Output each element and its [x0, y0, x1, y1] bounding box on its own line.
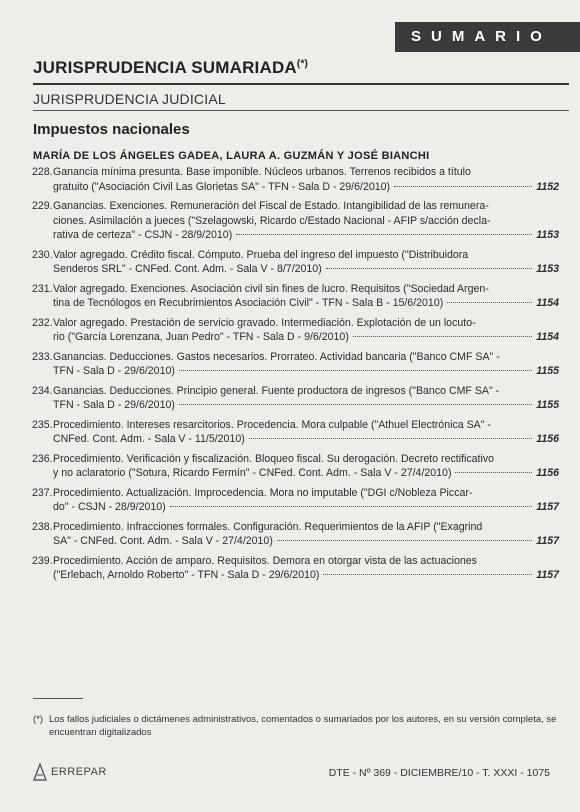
title-rule — [33, 83, 569, 85]
entry-last-line — [53, 330, 559, 345]
entry-page-number: 1157 — [536, 501, 559, 513]
entry-page-number: 1153 — [536, 229, 559, 241]
entry-last-line — [53, 364, 559, 379]
entry-text-line: Ganancia mínima presunta. Base imponible. Núcleos urbanos. Terrenos recibidos a título — [53, 166, 471, 178]
entry-last-line — [53, 534, 559, 549]
summary-entry — [33, 554, 559, 583]
summary-entry — [33, 452, 559, 481]
entry-text-line: Valor agregado. Prestación de servicio gravado. Intermediación. Explotación de un locuto- — [53, 316, 476, 329]
publisher-logo — [33, 763, 107, 781]
dot-leader — [447, 302, 532, 303]
dot-leader — [455, 472, 532, 473]
entry-citation: gratuito ("Asociación Civil Las Glorietas SA" - TFN - Sala D - 29/6/2010) — [53, 180, 391, 193]
entry-citation: TFN - Sala D - 29/6/2010) — [53, 365, 175, 377]
entry-text-line: ciones. Asimilación a jueces ("Szelagowski, Ricardo c/Estado Nacional - AFIP s/acción decla- — [53, 214, 491, 227]
entry-number: 228. — [32, 166, 53, 178]
summary-entry — [33, 316, 559, 345]
authors: MARÍA DE LOS ÁNGELES GADEA, LAURA A. GUZMÁN Y JOSÉ BIANCHI — [33, 150, 430, 162]
dot-leader — [236, 234, 532, 235]
summary-entry — [33, 418, 559, 447]
page-title-text: JURISPRUDENCIA SUMARIADA — [33, 58, 297, 77]
summary-entry — [33, 282, 559, 311]
subtitle: JURISPRUDENCIA JUDICIAL — [33, 91, 226, 107]
entry-page-number: 1153 — [536, 263, 559, 275]
entry-page-number: 1157 — [536, 535, 559, 547]
entry-page-number: 1157 — [536, 569, 559, 581]
errepar-logo-icon — [33, 763, 47, 781]
publisher-name: ERREPAR — [51, 766, 107, 778]
entry-citation: rio ("García Lorenzana, Juan Pedro" - TFN - Sala D - 9/6/2010) — [53, 331, 349, 343]
footnote-mark: (*) — [33, 714, 44, 725]
entry-text-line: Procedimiento. Verificación y fiscalización. Bloqueo fiscal. Su derogación. Decreto rectificativo — [53, 452, 495, 465]
entry-number: 234. — [32, 384, 53, 397]
entry-last-line — [53, 262, 559, 277]
entry-page-number: 1155 — [536, 365, 559, 377]
dot-leader — [249, 438, 532, 439]
entry-text-line: Ganancias. Deducciones. Gastos necesarios. Prorrateo. Actividad bancaria ("Banco CMF SA" - — [53, 350, 500, 363]
section-banner: SUMARIO — [395, 22, 580, 52]
summary-entry — [33, 165, 559, 194]
entry-page-number: 1155 — [536, 399, 559, 411]
entry-last-line — [53, 228, 559, 243]
dot-leader — [394, 186, 532, 187]
entry-number: 237. — [32, 486, 53, 499]
dot-leader — [353, 336, 532, 337]
entry-citation: tina de Tecnólogos en Recubrimientos Asociación Civil" - TFN - Sala B - 15/6/2010) — [53, 297, 444, 309]
entry-text-line: Procedimiento. Actualización. Improcedencia. Mora no imputable ("DGI c/Nobleza Piccar- — [53, 486, 473, 499]
entry-last-line — [53, 398, 559, 413]
entry-citation: ("Erlebach, Arnoldo Roberto" - TFN - Sala D - 29/6/2010) — [53, 569, 320, 581]
title-footnote-mark: (*) — [296, 58, 309, 70]
entry-last-line — [53, 568, 559, 583]
entry-number: 238. — [32, 520, 53, 533]
footnote-rule — [33, 698, 83, 699]
entry-number: 229. — [32, 200, 53, 212]
summary-entry — [33, 248, 559, 277]
entry-number: 236. — [32, 452, 53, 465]
entry-citation: SA" - CNFed. Cont. Adm. - Sala V - 27/4/2010) — [53, 535, 273, 547]
entry-page-number: 1152 — [536, 180, 559, 193]
entry-number: 231. — [32, 282, 53, 295]
dot-leader — [326, 268, 532, 269]
summary-entry — [33, 350, 559, 379]
entry-page-number: 1154 — [536, 331, 559, 343]
summary-entry — [33, 486, 559, 515]
entry-number: 230. — [32, 248, 53, 261]
summary-entry — [33, 199, 559, 243]
entry-last-line — [53, 500, 559, 515]
entry-text-line: Procedimiento. Acción de amparo. Requisitos. Demora en otorgar vista de las actuaciones — [53, 554, 477, 567]
dot-leader — [323, 574, 532, 575]
summary-entry — [33, 520, 559, 549]
entry-text-line: Valor agregado. Exenciones. Asociación civil sin fines de lucro. Requisitos ("Sociedad Argen- — [53, 282, 489, 295]
entry-number: 239. — [32, 554, 53, 567]
entry-text-line: Procedimiento. Intereses resarcitorios. Procedencia. Mora culpable ("Athuel Electrónica SA" - — [53, 418, 491, 431]
dot-leader — [179, 404, 532, 405]
subtitle-rule — [33, 110, 569, 111]
page-title — [33, 58, 308, 78]
entry-last-line — [53, 466, 559, 481]
footnote-text: Los fallos judiciales o dictámenes administrativos, comentados o sumariados por los autores, en su versión completa, se encuentran digitalizados — [49, 714, 557, 738]
entry-page-number: 1154 — [536, 297, 559, 309]
summary-entry — [33, 384, 559, 413]
dot-leader — [179, 370, 532, 371]
entry-last-line — [53, 296, 559, 311]
entry-text-line: Ganancias. Deducciones. Principio general. Fuente productora de ingresos ("Banco CMF SA" - — [53, 384, 500, 397]
entry-text-line: Valor agregado. Crédito fiscal. Cómputo. Prueba del ingreso del impuesto ("Distribuidora — [53, 248, 469, 261]
footer-reference: DTE - Nº 369 - DICIEMBRE/10 - T. XXXI - 1075 — [328, 767, 550, 779]
entry-citation: do" - CSJN - 28/9/2010) — [53, 501, 166, 513]
entry-text-line: Ganancias. Exenciones. Remuneración del Fiscal de Estado. Intangibilidad de las remunera- — [53, 200, 489, 212]
entry-last-line — [53, 180, 559, 195]
entry-page-number: 1156 — [536, 433, 559, 445]
dot-leader — [170, 506, 533, 507]
entry-page-number: 1156 — [536, 467, 559, 479]
entry-citation: TFN - Sala D - 29/6/2010) — [53, 399, 175, 411]
entry-citation: rativa de certeza" - CSJN - 28/9/2010) — [53, 229, 233, 241]
dot-leader — [277, 540, 532, 541]
entry-number: 233. — [32, 350, 53, 363]
entry-text-line: Procedimiento. Infracciones formales. Configuración. Requerimientos de la AFIP ("Exagrind — [53, 520, 483, 533]
entry-citation: y no aclaratorio ("Sotura, Ricardo Fermín" - CNFed. Cont. Adm. - Sala V - 27/4/2010) — [53, 467, 452, 479]
entry-last-line — [53, 432, 559, 447]
entry-number: 232. — [32, 316, 53, 329]
footnote — [33, 713, 559, 739]
section-heading: Impuestos nacionales — [33, 121, 190, 138]
entry-list — [33, 165, 559, 588]
entry-citation: Senderos SRL" - CNFed. Cont. Adm. - Sala V - 8/7/2010) — [53, 263, 322, 275]
entry-citation: CNFed. Cont. Adm. - Sala V - 11/5/2010) — [53, 433, 245, 445]
entry-number: 235. — [32, 418, 53, 431]
